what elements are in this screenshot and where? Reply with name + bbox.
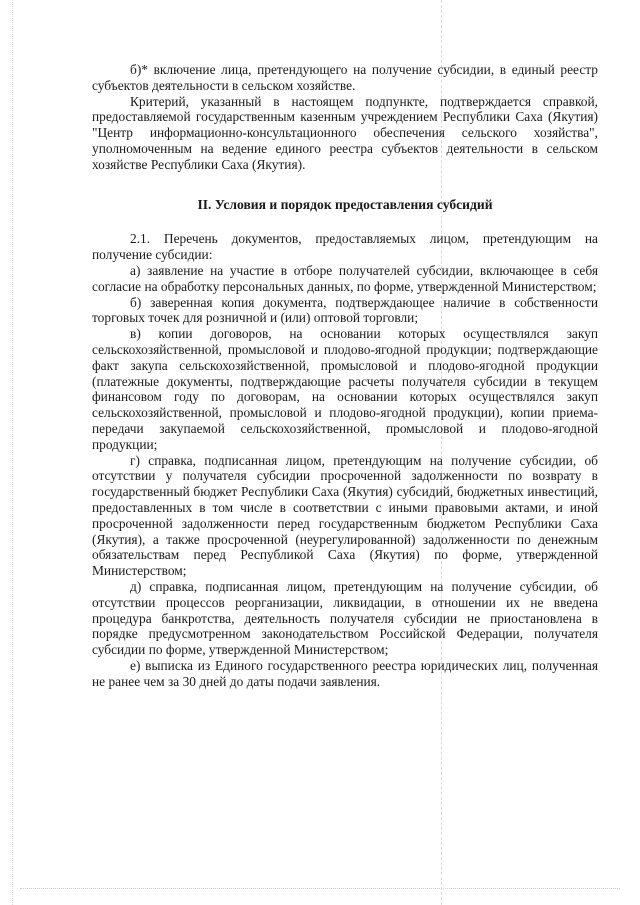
scan-edge-line [12, 0, 13, 905]
paragraph-item-d: д) справка, подписанная лицом, претендующим на получение субсидии, об отсутствии процессов реорганизации, ликвидации, в отношении их не введена процедура банкротства, деятельность получателя субсидии не приостановлена в порядке предусмотренном законодательством Российской Федерации, получателя субсидии по форме, утвержденной Министерством; [92, 578, 598, 658]
document-body [92, 62, 598, 689]
paragraph-item-g: г) справка, подписанная лицом, претендующим на получение субсидии, об отсутствии у получателя субсидии просроченной задолженности по возврату в государственный бюджет Республики Саха (Якутия) субсидий, бюджетных инвестиций, предоставленных в том числе в соответствии с иными правовыми актами, и иной просроченной задолженности перед государственным бюджетом Республики Саха (Якутия), а также просроченной (неурегулированной) задолженности по денежным обязательствам перед Республикой Саха (Якутия) по форме, утвержденной Министерством; [92, 452, 598, 579]
section-heading: II. Условия и порядок предоставления субсидий [197, 196, 493, 212]
paragraph-criterion-confirmation: Критерий, указанный в настоящем подпункте, подтверждается справкой, предоставляемой государственным казенным учреждением Республики Саха (Якутия) "Центр информационно-консультационного обеспечения сельского хозяйства", уполномоченным на ведение единого реестра субъектов деятельности в сельском хозяйстве Республики Саха (Якутия). [92, 93, 598, 172]
paragraph-item-e: е) выписка из Единого государственного реестра юридических лиц, полученная не ранее чем за 30 дней до даты подачи заявления. [92, 657, 598, 689]
paragraph-documents-list: 2.1. Перечень документов, предоставляемых лицом, претендующим на получение субсидии: [92, 231, 598, 263]
scan-bottom-line [20, 888, 620, 889]
paragraph-registry-inclusion: б)* включение лица, претендующего на получение субсидии, в единый реестр субъектов деятельности в сельском хозяйстве. [92, 62, 598, 93]
paragraph-item-b: б) заверенная копия документа, подтверждающее наличие в собственности торговых точек для розничной и (или) оптовой торговли; [92, 294, 598, 326]
paragraph-item-v: в) копии договоров, на основании которых осуществлялся закуп сельскохозяйственной, промысловой и плодово-ягодной продукции; подтверждающие факт закупа сельскохозяйственной, промысловой и плодово-ягодной продукции (платежные документы, подтверждающие расчеты получателя субсидии в текущем финансовом году по договорам, на основании которых осуществлялся закуп сельскохозяйственной, промысловой и плодово-ягодной продукции), копии приема-передачи закупаемой сельскохозяйственной, промысловой и плодово-ягодной продукции; [92, 326, 598, 452]
paragraph-item-a: а) заявление на участие в отборе получателей субсидии, включающее в себя согласие на обработку персональных данных, по форме, утвержденной Министерством; [92, 262, 598, 294]
